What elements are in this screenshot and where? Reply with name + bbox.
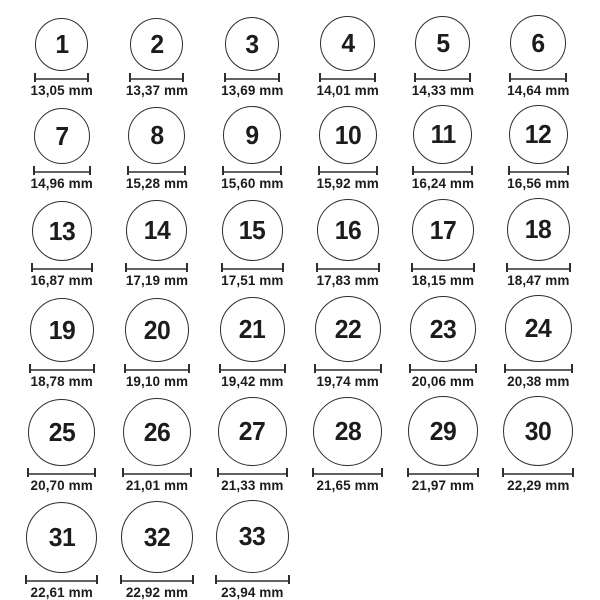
ring-circle xyxy=(412,199,474,261)
diameter-label: 16,56 mm xyxy=(507,176,570,191)
ring-circle xyxy=(413,105,472,164)
dimension-line xyxy=(217,468,288,477)
ring-size-cell xyxy=(395,296,490,389)
ring-size-cell xyxy=(300,296,395,389)
ring-size-number: 12 xyxy=(525,119,552,149)
ring-size-number: 25 xyxy=(48,417,75,447)
dimension-line xyxy=(312,468,383,477)
ring-circle xyxy=(128,107,185,164)
dimension-line xyxy=(411,263,475,272)
ring-size-cell xyxy=(109,200,204,288)
ring-size-number: 14 xyxy=(143,215,171,245)
diameter-label: 19,42 mm xyxy=(221,374,284,389)
ring-circle xyxy=(220,297,285,362)
ring-circle xyxy=(317,199,379,261)
diameter-label: 21,01 mm xyxy=(125,478,189,493)
ring-size-number: 32 xyxy=(143,521,171,552)
ring-size-cell xyxy=(109,501,204,600)
ring-circle xyxy=(126,200,187,261)
ring-size-cell xyxy=(300,16,395,98)
ring-circle xyxy=(130,18,183,71)
diameter-label: 13,69 mm xyxy=(221,83,284,98)
dimension-line xyxy=(124,364,190,373)
ring-circle xyxy=(313,397,382,466)
dimension-line xyxy=(215,575,290,584)
ring-size-number: 20 xyxy=(143,314,171,345)
ring-size-cell xyxy=(109,398,204,493)
diameter-label: 16,24 mm xyxy=(411,176,475,191)
ring-circle xyxy=(410,296,476,362)
ring-size-cell xyxy=(491,198,586,288)
ring-size-cell xyxy=(14,298,109,389)
ring-size-number: 28 xyxy=(334,416,361,446)
ring-size-number: 18 xyxy=(525,214,552,244)
ring-size-number: 5 xyxy=(436,28,450,58)
diameter-label: 14,01 mm xyxy=(316,83,379,98)
ring-size-number: 30 xyxy=(525,415,552,446)
diameter-label: 13,05 mm xyxy=(30,83,93,98)
ring-size-number: 22 xyxy=(334,313,361,344)
ring-size-cell xyxy=(14,18,109,98)
dimension-line xyxy=(122,468,192,477)
dimension-line xyxy=(31,263,93,272)
ring-size-cell xyxy=(395,199,490,288)
ring-size-cell xyxy=(491,396,586,493)
ring-size-number: 19 xyxy=(48,314,75,345)
diameter-label: 22,29 mm xyxy=(507,478,570,493)
ring-size-cell xyxy=(205,106,300,191)
ring-size-number: 11 xyxy=(430,119,456,149)
diameter-label: 18,47 mm xyxy=(507,273,570,288)
ring-size-number: 7 xyxy=(55,120,69,151)
ring-size-number: 13 xyxy=(48,215,75,246)
ring-circle xyxy=(34,108,90,164)
ring-circle xyxy=(218,397,287,466)
ring-size-number: 26 xyxy=(143,416,171,447)
ring-size-number: 31 xyxy=(48,522,75,552)
ring-circle xyxy=(315,296,381,362)
ring-circle xyxy=(32,201,92,261)
ring-size-number: 6 xyxy=(531,27,545,58)
ring-circle xyxy=(216,500,289,573)
diameter-label: 21,65 mm xyxy=(316,478,379,493)
diameter-label: 15,92 mm xyxy=(316,176,379,191)
dimension-line xyxy=(221,263,284,272)
ring-size-number: 33 xyxy=(239,521,266,551)
dimension-line xyxy=(219,364,286,373)
ring-size-cell xyxy=(205,17,300,98)
diameter-label: 17,19 mm xyxy=(125,273,189,288)
ring-circle xyxy=(121,501,193,573)
diameter-label: 19,74 mm xyxy=(316,374,379,389)
ring-size-number: 4 xyxy=(341,28,355,58)
diameter-label: 18,78 mm xyxy=(30,374,93,389)
ring-size-cell xyxy=(205,397,300,493)
dimension-line xyxy=(319,73,376,82)
diameter-label: 21,33 mm xyxy=(221,478,284,493)
ring-circle xyxy=(507,198,570,261)
dimension-line xyxy=(509,73,567,82)
ring-size-number: 1 xyxy=(55,29,69,59)
ring-size-number: 21 xyxy=(239,314,266,344)
ring-size-number: 15 xyxy=(239,215,266,245)
ring-circle xyxy=(510,15,566,71)
ring-size-number: 23 xyxy=(429,313,457,344)
ring-size-cell xyxy=(109,107,204,191)
diameter-label: 18,15 mm xyxy=(411,273,475,288)
ring-size-cell xyxy=(205,200,300,288)
diameter-label: 14,33 mm xyxy=(411,83,475,98)
ring-size-cell xyxy=(300,199,395,288)
ring-circle xyxy=(222,200,283,261)
diameter-label: 20,70 mm xyxy=(30,478,93,493)
ring-size-cell xyxy=(14,108,109,191)
ring-size-cell xyxy=(491,15,586,98)
dimension-line xyxy=(27,468,96,477)
ring-circle xyxy=(505,295,572,362)
dimension-line xyxy=(120,575,194,584)
dimension-line xyxy=(34,73,89,82)
diameter-label: 20,38 mm xyxy=(507,374,570,389)
ring-size-number: 27 xyxy=(239,416,266,446)
ring-size-cell xyxy=(205,500,300,600)
diameter-label: 14,64 mm xyxy=(507,83,570,98)
dimension-line xyxy=(224,73,280,82)
ring-circle xyxy=(225,17,279,71)
ring-size-cell xyxy=(395,16,490,98)
dimension-line xyxy=(29,364,95,373)
ring-size-cell xyxy=(491,105,586,191)
ring-size-number: 3 xyxy=(245,28,259,59)
diameter-label: 22,92 mm xyxy=(125,585,189,600)
ring-size-number: 29 xyxy=(429,415,457,446)
ring-size-cell xyxy=(491,295,586,389)
ring-size-cell xyxy=(109,298,204,389)
ring-circle xyxy=(319,106,377,164)
ring-size-number: 16 xyxy=(334,214,361,245)
diameter-label: 23,94 mm xyxy=(221,585,284,600)
diameter-label: 21,97 mm xyxy=(411,478,475,493)
dimension-line xyxy=(407,468,479,477)
dimension-line xyxy=(127,166,186,175)
dimension-line xyxy=(25,575,98,584)
ring-circle xyxy=(408,396,478,466)
diameter-label: 15,60 mm xyxy=(221,176,284,191)
dimension-line xyxy=(409,364,477,373)
ring-circle xyxy=(35,18,88,71)
dimension-line xyxy=(412,166,473,175)
dimension-line xyxy=(129,73,184,82)
ring-circle xyxy=(125,298,189,362)
ring-size-number: 9 xyxy=(245,119,259,150)
ring-circle xyxy=(26,502,97,573)
ring-size-cell xyxy=(300,106,395,191)
diameter-label: 14,96 mm xyxy=(30,176,93,191)
diameter-label: 20,06 mm xyxy=(411,374,475,389)
dimension-line xyxy=(504,364,573,373)
ring-circle xyxy=(503,396,573,466)
ring-size-cell xyxy=(395,105,490,191)
ring-size-cell xyxy=(14,502,109,600)
diameter-label: 17,83 mm xyxy=(316,273,379,288)
dimension-line xyxy=(125,263,188,272)
dimension-line xyxy=(316,263,380,272)
ring-circle xyxy=(223,106,281,164)
dimension-line xyxy=(502,468,574,477)
diameter-label: 19,10 mm xyxy=(125,374,189,389)
diameter-label: 13,37 mm xyxy=(125,83,189,98)
ring-size-cell xyxy=(14,201,109,288)
ring-size-cell xyxy=(395,396,490,493)
dimension-line xyxy=(314,364,382,373)
ring-size-number: 10 xyxy=(334,119,361,150)
dimension-line xyxy=(506,263,571,272)
diameter-label: 17,51 mm xyxy=(221,273,284,288)
ring-size-number: 17 xyxy=(429,214,457,245)
ring-size-cell xyxy=(300,397,395,493)
ring-circle xyxy=(123,398,191,466)
diameter-label: 22,61 mm xyxy=(30,585,93,600)
ring-circle xyxy=(415,16,470,71)
diameter-label: 15,28 mm xyxy=(125,176,189,191)
ring-size-number: 24 xyxy=(525,313,552,343)
ring-size-number: 2 xyxy=(150,29,164,59)
ring-circle xyxy=(509,105,568,164)
ring-size-cell xyxy=(205,297,300,389)
ring-size-cell xyxy=(14,399,109,493)
diameter-label: 16,87 mm xyxy=(30,273,93,288)
ring-circle xyxy=(320,16,375,71)
dimension-line xyxy=(318,166,378,175)
dimension-line xyxy=(414,73,471,82)
dimension-line xyxy=(508,166,569,175)
ring-circle xyxy=(28,399,95,466)
ring-circle xyxy=(30,298,94,362)
ring-size-number: 8 xyxy=(150,120,164,150)
dimension-line xyxy=(33,166,91,175)
ring-size-cell xyxy=(109,18,204,98)
dimension-line xyxy=(222,166,282,175)
